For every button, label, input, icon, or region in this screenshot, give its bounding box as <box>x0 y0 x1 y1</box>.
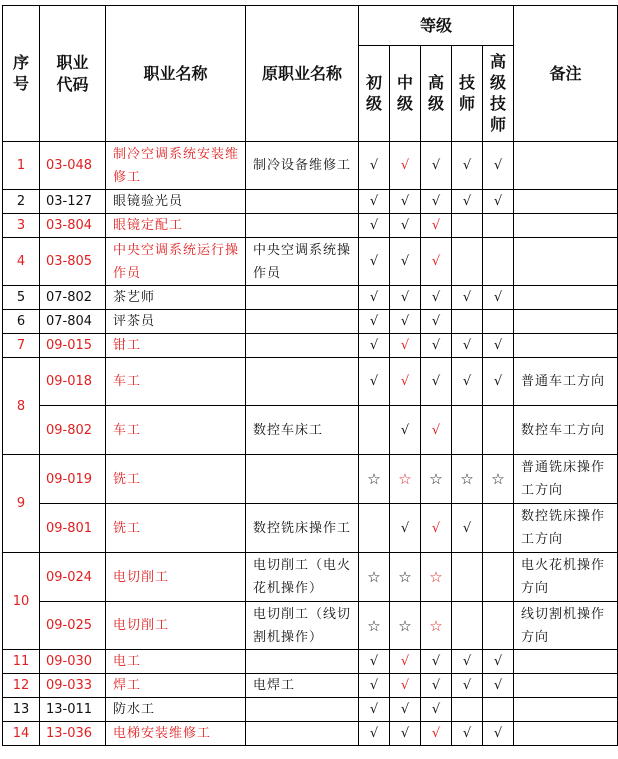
table-row <box>3 553 618 602</box>
occupation-code: 09-015 <box>40 334 106 358</box>
level-empty-cell <box>483 214 514 238</box>
note-cell <box>514 334 618 358</box>
check-mark-icon: √ <box>390 142 421 190</box>
original-occupation-name <box>246 455 359 504</box>
row-seq: 13 <box>3 698 40 722</box>
occupation-level-table <box>2 5 618 746</box>
occupation-code: 09-030 <box>40 650 106 674</box>
occupation-name: 铣工 <box>106 504 246 553</box>
row-seq: 11 <box>3 650 40 674</box>
note-cell <box>514 238 618 286</box>
table-row <box>3 722 618 746</box>
check-mark-icon: √ <box>483 358 514 406</box>
check-mark-icon: √ <box>359 190 390 214</box>
note-cell: 普通铣床操作工方向 <box>514 455 618 504</box>
occupation-name: 钳工 <box>106 334 246 358</box>
table-body <box>3 142 618 746</box>
row-seq: 3 <box>3 214 40 238</box>
original-occupation-name: 电切削工（线切割机操作） <box>246 602 359 650</box>
check-mark-icon: √ <box>390 214 421 238</box>
table-row <box>3 650 618 674</box>
level-empty-cell <box>452 553 483 602</box>
check-mark-icon: √ <box>390 722 421 746</box>
check-mark-icon: √ <box>390 358 421 406</box>
note-cell: 线切割机操作方向 <box>514 602 618 650</box>
table-row <box>3 190 618 214</box>
occupation-name: 防水工 <box>106 698 246 722</box>
check-mark-icon: √ <box>359 214 390 238</box>
check-mark-icon: √ <box>359 674 390 698</box>
row-seq: 5 <box>3 286 40 310</box>
original-occupation-name: 电焊工 <box>246 674 359 698</box>
note-cell <box>514 722 618 746</box>
table-row <box>3 142 618 190</box>
check-mark-icon: √ <box>421 142 452 190</box>
occupation-code: 03-804 <box>40 214 106 238</box>
note-cell <box>514 142 618 190</box>
check-mark-icon: √ <box>421 310 452 334</box>
star-mark-icon: ☆ <box>359 455 390 504</box>
check-mark-icon: √ <box>390 698 421 722</box>
row-seq: 6 <box>3 310 40 334</box>
star-mark-icon: ☆ <box>452 455 483 504</box>
occupation-code: 07-804 <box>40 310 106 334</box>
check-mark-icon: √ <box>421 238 452 286</box>
occupation-name: 眼镜定配工 <box>106 214 246 238</box>
note-cell <box>514 310 618 334</box>
check-mark-icon: √ <box>421 190 452 214</box>
star-mark-icon: ☆ <box>483 455 514 504</box>
check-mark-icon: √ <box>483 286 514 310</box>
occupation-code: 03-048 <box>40 142 106 190</box>
occupation-name: 电梯安装维修工 <box>106 722 246 746</box>
occupation-name: 眼镜验光员 <box>106 190 246 214</box>
original-occupation-name: 电切削工（电火花机操作） <box>246 553 359 602</box>
note-cell <box>514 698 618 722</box>
header-level-senior-technician: 高级技师 <box>483 46 514 142</box>
check-mark-icon: √ <box>452 190 483 214</box>
level-empty-cell <box>452 406 483 455</box>
check-mark-icon: √ <box>421 358 452 406</box>
header-level-senior: 高级 <box>421 46 452 142</box>
table-row <box>3 310 618 334</box>
occupation-name: 电切削工 <box>106 602 246 650</box>
note-cell: 数控车工方向 <box>514 406 618 455</box>
row-seq: 14 <box>3 722 40 746</box>
original-occupation-name <box>246 650 359 674</box>
check-mark-icon: √ <box>483 722 514 746</box>
check-mark-icon: √ <box>421 214 452 238</box>
table-row <box>3 504 618 553</box>
occupation-name: 评茶员 <box>106 310 246 334</box>
row-seq: 1 <box>3 142 40 190</box>
occupation-level-table-wrapper <box>2 5 618 746</box>
check-mark-icon: √ <box>359 142 390 190</box>
check-mark-icon: √ <box>421 406 452 455</box>
table-row <box>3 238 618 286</box>
header-level-group: 等级 <box>359 6 514 46</box>
level-empty-cell <box>359 406 390 455</box>
original-occupation-name <box>246 722 359 746</box>
row-seq: 2 <box>3 190 40 214</box>
check-mark-icon: √ <box>483 190 514 214</box>
original-occupation-name <box>246 214 359 238</box>
note-cell: 普通车工方向 <box>514 358 618 406</box>
header-code: 职业代码 <box>40 6 106 142</box>
occupation-code: 09-025 <box>40 602 106 650</box>
check-mark-icon: √ <box>452 286 483 310</box>
original-occupation-name <box>246 698 359 722</box>
occupation-name: 铣工 <box>106 455 246 504</box>
check-mark-icon: √ <box>390 238 421 286</box>
table-row <box>3 214 618 238</box>
occupation-code: 09-024 <box>40 553 106 602</box>
star-mark-icon: ☆ <box>421 455 452 504</box>
check-mark-icon: √ <box>483 142 514 190</box>
check-mark-icon: √ <box>421 286 452 310</box>
original-occupation-name: 制冷设备维修工 <box>246 142 359 190</box>
check-mark-icon: √ <box>421 650 452 674</box>
table-row <box>3 334 618 358</box>
note-cell: 电火花机操作方向 <box>514 553 618 602</box>
check-mark-icon: √ <box>452 504 483 553</box>
occupation-name: 车工 <box>106 406 246 455</box>
occupation-name: 电工 <box>106 650 246 674</box>
level-empty-cell <box>452 310 483 334</box>
check-mark-icon: √ <box>421 504 452 553</box>
level-empty-cell <box>483 602 514 650</box>
star-mark-icon: ☆ <box>421 553 452 602</box>
star-mark-icon: ☆ <box>421 602 452 650</box>
level-empty-cell <box>483 698 514 722</box>
star-mark-icon: ☆ <box>390 553 421 602</box>
level-empty-cell <box>483 310 514 334</box>
occupation-code: 13-011 <box>40 698 106 722</box>
occupation-code: 09-019 <box>40 455 106 504</box>
check-mark-icon: √ <box>390 334 421 358</box>
check-mark-icon: √ <box>390 310 421 334</box>
row-seq: 9 <box>3 455 40 553</box>
row-seq: 7 <box>3 334 40 358</box>
level-empty-cell <box>452 238 483 286</box>
note-cell: 数控铣床操作工方向 <box>514 504 618 553</box>
header-note: 备注 <box>514 6 618 142</box>
check-mark-icon: √ <box>452 358 483 406</box>
check-mark-icon: √ <box>421 722 452 746</box>
occupation-name: 中央空调系统运行操作员 <box>106 238 246 286</box>
star-mark-icon: ☆ <box>390 455 421 504</box>
table-row <box>3 674 618 698</box>
occupation-code: 09-802 <box>40 406 106 455</box>
occupation-code: 09-033 <box>40 674 106 698</box>
occupation-code: 03-805 <box>40 238 106 286</box>
header-name: 职业名称 <box>106 6 246 142</box>
check-mark-icon: √ <box>390 674 421 698</box>
check-mark-icon: √ <box>390 190 421 214</box>
check-mark-icon: √ <box>359 698 390 722</box>
note-cell <box>514 650 618 674</box>
header-level-technician: 技师 <box>452 46 483 142</box>
occupation-name: 茶艺师 <box>106 286 246 310</box>
occupation-code: 13-036 <box>40 722 106 746</box>
table-row <box>3 406 618 455</box>
header-level-intermediate: 中级 <box>390 46 421 142</box>
note-cell <box>514 286 618 310</box>
check-mark-icon: √ <box>483 334 514 358</box>
level-empty-cell <box>483 406 514 455</box>
check-mark-icon: √ <box>483 650 514 674</box>
table-row <box>3 455 618 504</box>
star-mark-icon: ☆ <box>390 602 421 650</box>
row-seq: 12 <box>3 674 40 698</box>
header-seq: 序号 <box>3 6 40 142</box>
header-orig-name: 原职业名称 <box>246 6 359 142</box>
check-mark-icon: √ <box>359 358 390 406</box>
original-occupation-name <box>246 286 359 310</box>
occupation-name: 电切削工 <box>106 553 246 602</box>
note-cell <box>514 190 618 214</box>
occupation-name: 车工 <box>106 358 246 406</box>
check-mark-icon: √ <box>390 406 421 455</box>
original-occupation-name <box>246 190 359 214</box>
check-mark-icon: √ <box>421 698 452 722</box>
level-empty-cell <box>452 214 483 238</box>
check-mark-icon: √ <box>452 650 483 674</box>
star-mark-icon: ☆ <box>359 602 390 650</box>
check-mark-icon: √ <box>452 142 483 190</box>
occupation-name: 焊工 <box>106 674 246 698</box>
check-mark-icon: √ <box>421 334 452 358</box>
check-mark-icon: √ <box>452 722 483 746</box>
table-row <box>3 286 618 310</box>
level-empty-cell <box>483 504 514 553</box>
check-mark-icon: √ <box>359 650 390 674</box>
occupation-code: 07-802 <box>40 286 106 310</box>
table-row <box>3 358 618 406</box>
check-mark-icon: √ <box>390 504 421 553</box>
check-mark-icon: √ <box>359 238 390 286</box>
occupation-code: 09-801 <box>40 504 106 553</box>
check-mark-icon: √ <box>390 650 421 674</box>
row-seq: 10 <box>3 553 40 650</box>
row-seq: 8 <box>3 358 40 455</box>
occupation-name: 制冷空调系统安装维修工 <box>106 142 246 190</box>
original-occupation-name <box>246 334 359 358</box>
original-occupation-name: 数控铣床操作工 <box>246 504 359 553</box>
note-cell <box>514 674 618 698</box>
original-occupation-name <box>246 310 359 334</box>
row-seq: 4 <box>3 238 40 286</box>
check-mark-icon: √ <box>452 674 483 698</box>
check-mark-icon: √ <box>452 334 483 358</box>
original-occupation-name <box>246 358 359 406</box>
occupation-code: 03-127 <box>40 190 106 214</box>
original-occupation-name: 数控车床工 <box>246 406 359 455</box>
table-row <box>3 698 618 722</box>
check-mark-icon: √ <box>359 310 390 334</box>
check-mark-icon: √ <box>390 286 421 310</box>
occupation-code: 09-018 <box>40 358 106 406</box>
level-empty-cell <box>452 602 483 650</box>
check-mark-icon: √ <box>359 286 390 310</box>
original-occupation-name: 中央空调系统操作员 <box>246 238 359 286</box>
check-mark-icon: √ <box>483 674 514 698</box>
level-empty-cell <box>483 553 514 602</box>
level-empty-cell <box>359 504 390 553</box>
note-cell <box>514 214 618 238</box>
table-row <box>3 602 618 650</box>
level-empty-cell <box>452 698 483 722</box>
star-mark-icon: ☆ <box>359 553 390 602</box>
check-mark-icon: √ <box>421 674 452 698</box>
check-mark-icon: √ <box>359 722 390 746</box>
check-mark-icon: √ <box>359 334 390 358</box>
level-empty-cell <box>483 238 514 286</box>
header-level-junior: 初级 <box>359 46 390 142</box>
